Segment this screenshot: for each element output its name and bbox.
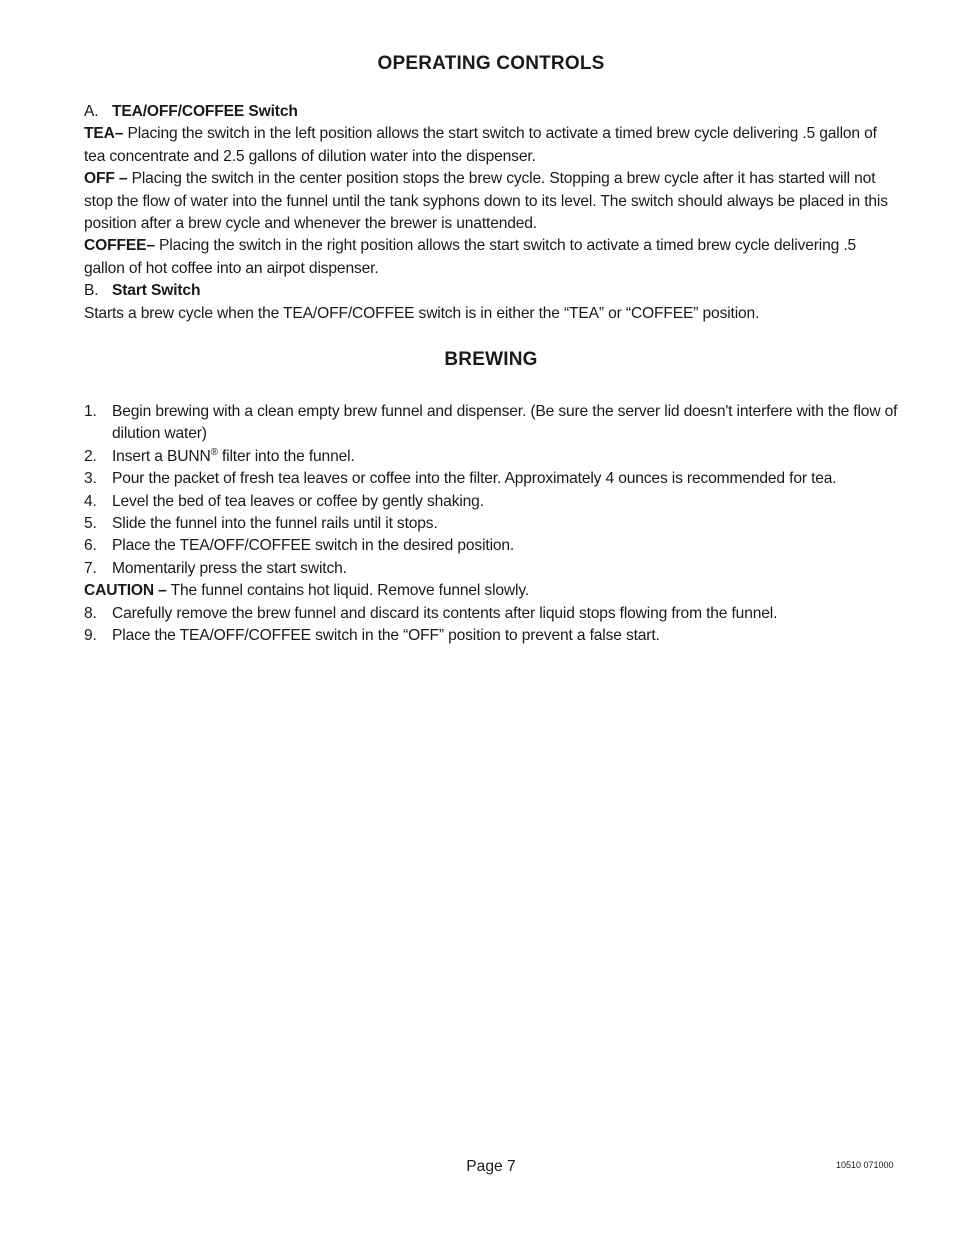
list-item: 2. Insert a BUNN® filter into the funnel.: [84, 446, 355, 465]
operating-controls-heading: OPERATING CONTROLS: [377, 53, 605, 74]
caution-text: The funnel contains hot liquid. Remove funnel slowly.: [166, 582, 530, 600]
caution-label: CAUTION –: [84, 582, 167, 600]
switch-a-letter: A.: [84, 103, 99, 120]
list-item: 1. Begin brewing with a clean empty brew funnel and dispenser. (Be sure the server lid doesn't interfere with the flow of dilution water): [84, 403, 898, 443]
list-item: 5. Slide the funnel into the funnel rails until it stops.: [84, 515, 438, 533]
coffee-description: [84, 235, 898, 280]
list-item: 6. Place the TEA/OFF/COFFEE switch in the desired position.: [84, 537, 515, 555]
registered-mark: ®: [210, 446, 218, 458]
tea-text: Placing the switch in the left position allows the start switch to activate a timed brew cycle delivering .5 gallon of tea concentrate and 2.5 gallons of dilution water into the dispenser.: [84, 125, 877, 165]
tea-description: [84, 123, 898, 168]
switch-a-name: TEA/OFF/COFFEE Switch: [112, 103, 298, 120]
brewing-heading: BREWING: [444, 349, 538, 370]
tea-label: TEA–: [84, 125, 124, 143]
caution-note: [84, 580, 898, 602]
switch-b-name: Start Switch: [112, 282, 201, 300]
switch-a-title: [84, 101, 898, 123]
document-code: 10510 071000: [836, 1160, 894, 1170]
page-number: Page 7: [466, 1158, 516, 1175]
start-switch-description: Starts a brew cycle when the TEA/OFF/COFFEE switch is in either the “TEA” or “COFFEE” position.: [84, 304, 760, 322]
off-text: Placing the switch in the center position stops the brew cycle. Stopping a brew cycle after it has started will not stop the flow of water into the funnel until the tank syphons down to its level. The switch should always be placed in this position after a brew cycle and whenever the brewer is unattended.: [84, 170, 888, 233]
coffee-text: Placing the switch in the right position allows the start switch to activate a timed brew cycle delivering .5 gallon of hot coffee into an airpot dispenser.: [84, 237, 857, 277]
list-item: 7. Momentarily press the start switch.: [84, 559, 347, 577]
brewing-steps: [84, 401, 898, 647]
list-item: 3. Pour the packet of fresh tea leaves or coffee into the filter. Approximately 4 ounces is recommended for tea.: [84, 470, 837, 488]
operating-controls-section: [84, 101, 898, 325]
list-item: 8. Carefully remove the brew funnel and discard its contents after liquid stops flowing from the funnel.: [84, 604, 778, 622]
off-label: OFF –: [84, 170, 128, 188]
manual-page: [84, 0, 898, 1235]
list-item: 9. Place the TEA/OFF/COFFEE switch in the “OFF” position to prevent a false start.: [84, 627, 660, 645]
switch-b-letter: B.: [84, 282, 99, 300]
coffee-label: COFFEE–: [84, 237, 155, 255]
switch-b-title: [84, 280, 898, 302]
list-item: 4. Level the bed of tea leaves or coffee by gently shaking.: [84, 492, 484, 510]
off-description: [84, 168, 898, 235]
